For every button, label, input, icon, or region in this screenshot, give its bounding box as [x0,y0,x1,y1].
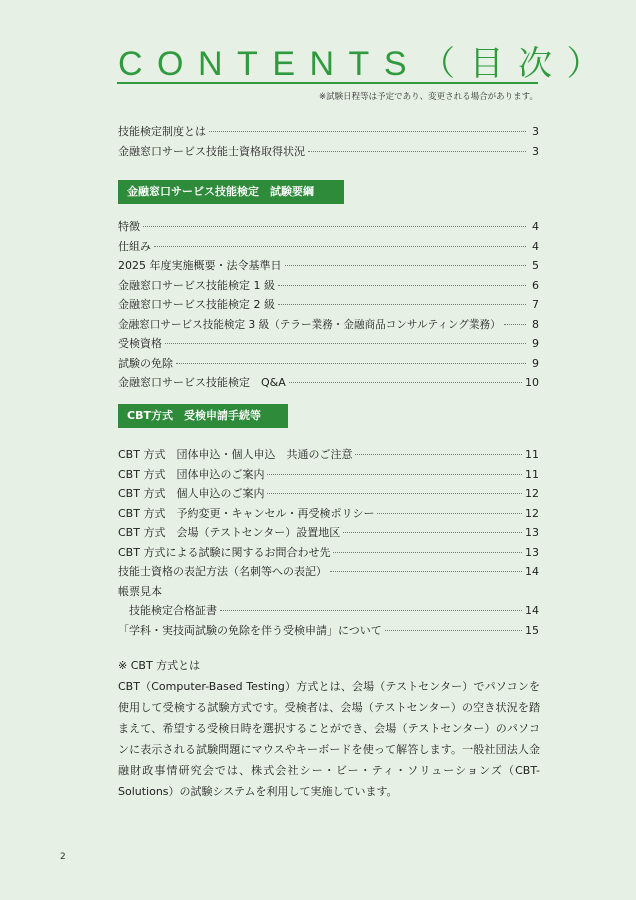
page-title: CONTENTS（目次） [118,45,615,83]
section-heading-cbt-application: CBT方式 受検申請手続等 [118,404,288,428]
toc-item[interactable] [118,142,539,162]
leader-dots [385,630,522,631]
leader-dots [278,304,526,305]
toc-item-label: CBT 方式 団体申込のご案内 [118,467,265,481]
toc-item-page: 3 [532,144,539,158]
toc-item-label: 帳票見本 [118,584,162,598]
toc-item-page: 6 [532,278,539,292]
toc-item[interactable] [118,504,539,524]
toc-item-label: CBT 方式 団体申込・個人申込 共通のご注意 [118,448,353,461]
toc-item[interactable] [118,621,539,641]
schedule-note: ※試験日程等は予定であり、変更される場合があります。 [319,92,538,102]
leader-dots [343,532,522,533]
toc-item[interactable] [118,217,539,237]
toc-item-label: 特徴 [118,220,140,233]
toc-item-label: 「学科・実技両試験の免除を伴う受検申請」について [118,623,382,637]
leader-dots [176,363,526,364]
toc-item-page: 7 [532,298,539,311]
leader-dots [220,610,522,611]
exam-outline-toc [118,217,539,393]
toc-item[interactable] [118,256,539,276]
toc-item-label: 2025 年度実施概要・法令基準日 [118,259,282,272]
toc-item-page: 14 [525,604,539,617]
toc-item-label: CBT 方式 予約変更・キャンセル・再受検ポリシー [118,506,375,520]
toc-item-page: 14 [525,565,539,578]
toc-item-page: 9 [532,337,539,350]
toc-item[interactable] [118,315,539,335]
leader-dots [289,382,522,383]
toc-item-label: 技能士資格の表記方法（名刺等への表記） [118,565,327,578]
leader-dots [143,226,526,227]
toc-item-page: 11 [525,467,539,481]
toc-item[interactable] [118,334,539,354]
leader-dots [377,513,522,514]
toc-item[interactable] [118,373,539,393]
cbt-explanation-title: ※ CBT 方式とは [118,659,201,672]
toc-item-page: 10 [525,376,539,389]
toc-item-label: CBT 方式 個人申込のご案内 [118,487,265,500]
leader-dots [333,552,522,553]
leader-dots [209,131,526,132]
toc-item[interactable] [118,601,539,621]
toc-item-label: 技能検定合格証書 [129,604,217,617]
cbt-explanation-body: CBT（Computer-Based Testing）方式とは、会場（テストセンター）でパソコンを使用して受検する試験方式です。受検者は、会場（テストセンター）の空き状況を踏まえて、希望する受検日時を選択することができ、会場（テストセンター）のパソコンに表示される試験問題にマウスやキーボードを使って解答します。一般社団法人金融財政事情研究会では、株式会社シー・ビー・ティ・ソリューションズ（CBT-Solutions）の試験システムを利用して実施しています。 [118,680,540,798]
toc-item-page: 13 [525,545,539,559]
leader-dots [154,246,526,247]
toc-item-page: 11 [525,448,539,461]
cbt-explanation [118,656,540,802]
leader-dots [308,151,526,152]
toc-item-page: 9 [532,356,539,370]
leader-dots [267,474,522,475]
title-underline [117,82,538,84]
toc-item-label: 金融窓口サービス技能検定 3 級（テラー業務・金融商品コンサルティング業務） [118,318,501,331]
section-heading-exam-outline: 金融窓口サービス技能検定 試験要綱 [118,180,344,204]
leader-dots [285,265,527,266]
toc-item-page: 3 [532,125,539,138]
toc-item-label: 試験の免除 [118,356,173,370]
toc-item[interactable] [118,295,539,315]
intro-toc [118,122,539,161]
leader-dots [267,493,522,494]
toc-item-page: 12 [525,487,539,500]
toc-item-label: 金融窓口サービス技能士資格取得状況 [118,144,305,158]
leader-dots [278,285,526,286]
toc-item-label: CBT 方式 会場（テストセンター）設置地区 [118,526,341,539]
toc-item-label: 金融窓口サービス技能検定 2 級 [118,298,275,311]
toc-item-page: 12 [525,506,539,520]
leader-dots [355,454,522,455]
toc-group-label [118,582,539,602]
toc-item[interactable] [118,484,539,504]
leader-dots [504,324,526,325]
toc-item[interactable] [118,523,539,543]
toc-item[interactable] [118,354,539,374]
toc-item[interactable] [118,237,539,257]
toc-item[interactable] [118,122,539,142]
toc-item-page: 5 [532,259,539,272]
toc-item-page: 8 [532,317,539,331]
cbt-application-toc [118,445,539,640]
leader-dots [330,571,522,572]
toc-item-page: 13 [525,526,539,539]
toc-item-label: 受検資格 [118,337,162,350]
toc-item[interactable] [118,465,539,485]
toc-item[interactable] [118,276,539,296]
toc-item-label: 金融窓口サービス技能検定 1 級 [118,278,275,292]
page-number: 2 [60,852,66,862]
toc-item[interactable] [118,562,539,582]
toc-item-label: CBT 方式による試験に関するお問合わせ先 [118,545,331,559]
toc-item-label: 仕組み [118,239,151,253]
toc-item[interactable] [118,445,539,465]
leader-dots [165,343,526,344]
toc-item-page: 4 [532,239,539,253]
toc-item-page: 4 [532,220,539,233]
toc-item-page: 15 [525,623,539,637]
toc-item[interactable] [118,543,539,563]
toc-item-label: 金融窓口サービス技能検定 Q&A [118,376,286,389]
toc-item-label: 技能検定制度とは [118,125,206,138]
